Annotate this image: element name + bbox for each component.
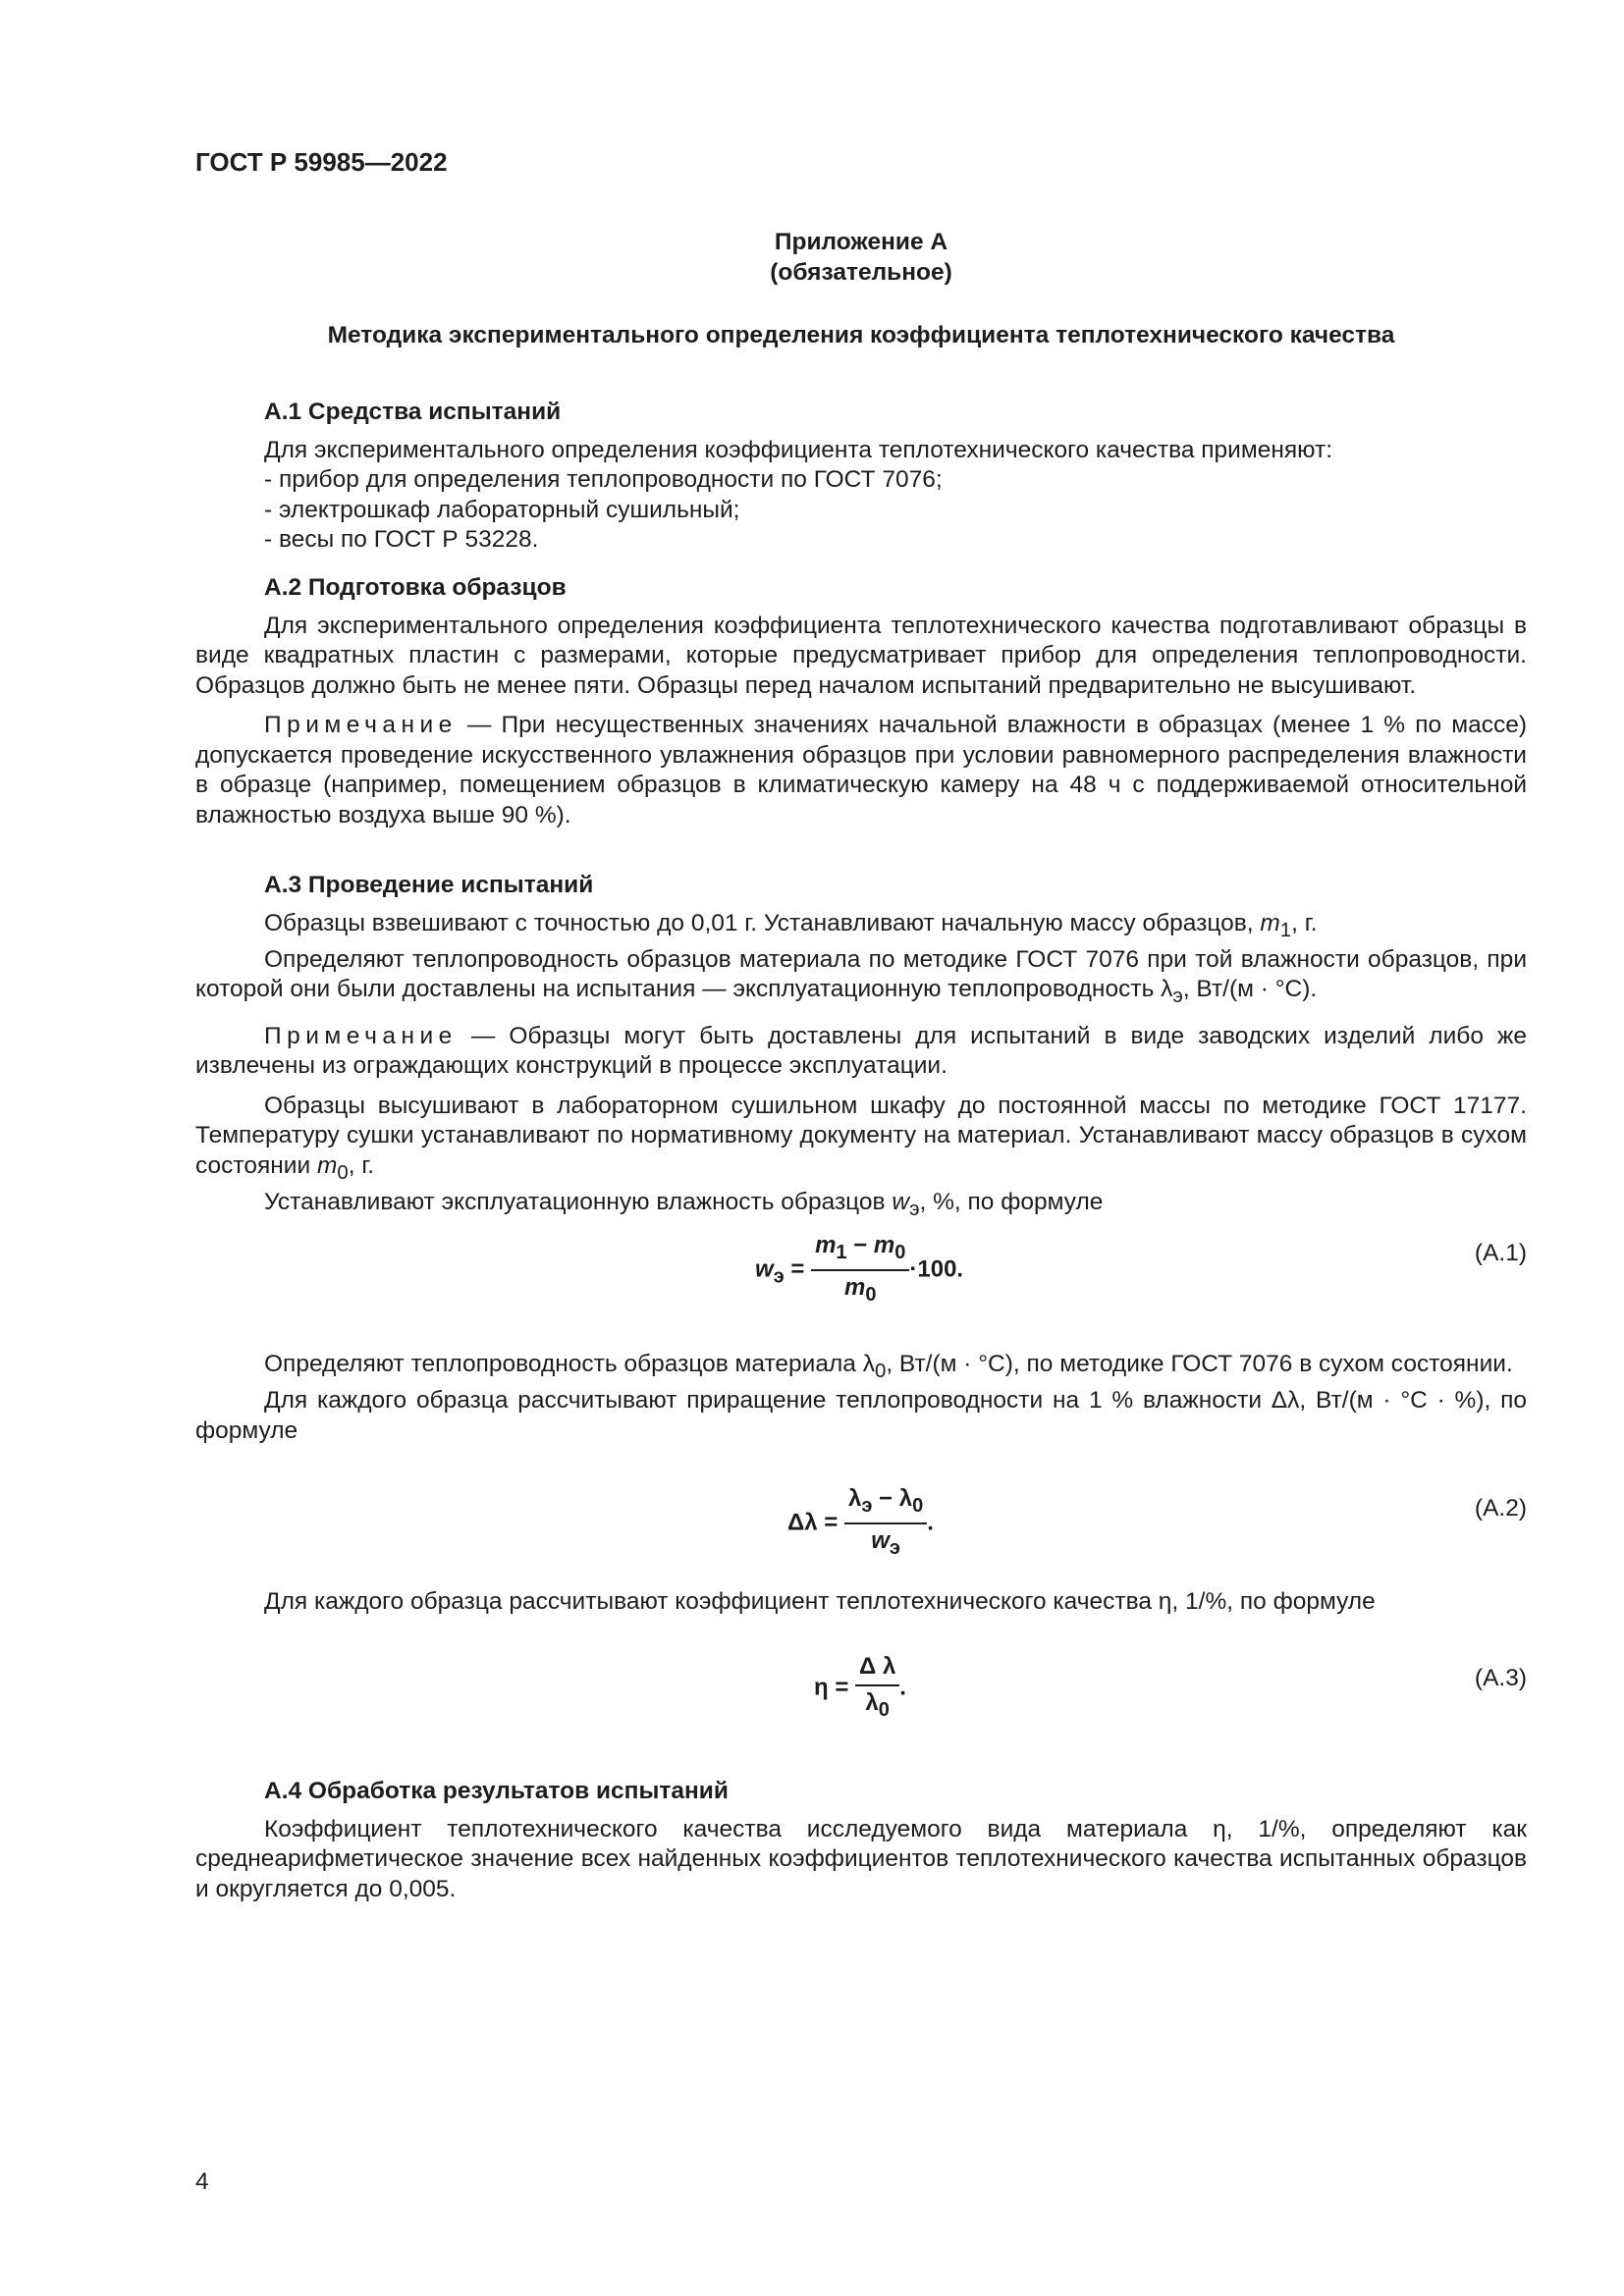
section-a3-note [195,1022,1527,1082]
document-title: Методика экспериментального определения коэффициента теплотехнического качества [327,322,1395,348]
document-header: ГОСТ Р 59985—2022 [195,147,448,177]
section-a1-intro: Для экспериментального определения коэффициента теплотехнического качества применяют: [264,436,1333,463]
section-a2 [195,573,1527,830]
formula-a3: η = $\frac{\text{Δ λ}}{\lambda_0}$ . [814,1653,906,1721]
formula-a1: $w_э$ = $\frac{m_1 - m_0}{m_0}$ ·100. [755,1232,964,1307]
section-a3-cont [195,1350,1527,1446]
section-a3 [195,871,1527,1225]
list-item: - весы по ГОСТ Р 53228. [264,526,539,553]
appendix-status: (обязательное) [770,259,952,286]
note-text: — При несущественных значениях начальной влажности в образцах (менее 1 % по массе) допускается проведение искусственного увлажнения образцов при условии равномерного распределения влажности в образце (например, помещением образцов в климатическую камеру на 48 ч с поддерживаемой относительной влажностью воздуха выше 90 %). [195,712,1527,828]
section-a3-p2: Определяют теплопроводность образцов материала по методике ГОСТ 7076 при той влажности образцов, при которой они были доставлены на испытания — эксплуатационную теплопроводность $\lambda_э$, Вт/(м · °С). [195,945,1527,1008]
formula-a2-number: (А.2) [1474,1495,1527,1522]
section-a2-heading: А.2 Подготовка образцов [264,574,567,601]
section-a1 [195,398,1527,556]
appendix-title: Приложение А [774,229,948,255]
formula-a2: Δλ = $\frac{\lambda_э - \lambda_0}{w_э}$ . [787,1485,934,1560]
section-a3-p3: Образцы высушивают в лабораторном сушильном шкафу до постоянной массы по методике ГОСТ 17177. Температуру сушки устанавливают по нормативному документу на материал. Устанавливают массу образцов в сухом состоянии $m_0$, г. [195,1092,1527,1184]
section-a3-p6: Для каждого образца рассчитывают приращение теплопроводности на 1 % влажности Δλ, Вт/(м · °С · %), по формуле [195,1387,1527,1444]
list-item: - электрошкаф лабораторный сушильный; [264,496,740,523]
section-a3-p7: Для каждого образца рассчитывают коэффициент теплотехнического качества η, 1/%, по формуле [264,1588,1376,1615]
section-a3-p4: Устанавливают эксплуатационную влажность образцов $w_э$, %, по формуле [264,1189,1104,1221]
formula-a3-number: (А.3) [1474,1665,1527,1691]
section-a3-p7-wrap [195,1587,1527,1618]
formula-a1-number: (А.1) [1474,1240,1527,1266]
section-a4-paragraph: Коэффициент теплотехнического качества исследуемого вида материала η, 1/%, определяют как среднеарифметическое значение всех найденных коэффициентов теплотехнического качества испытанных образцов и округляется до 0,005. [195,1815,1527,1902]
section-a1-heading: А.1 Средства испытаний [264,399,562,425]
note-text: — Образцы могут быть доставлены для испытаний в виде заводских изделий либо же извлечены из ограждающих конструкций в процессе эксплуатации. [195,1022,1527,1080]
section-a2-paragraph: Для экспериментального определения коэффициента теплотехнического качества подготавливают образцы в виде квадратных пластин с размерами, которые предусматривает прибор для определения теплопроводности. Образцов должно быть не менее пяти. Образцы перед началом испытаний предварительно не высушивают. [195,612,1527,699]
section-a2-note [195,711,1527,830]
section-a3-heading: А.3 Проведение испытаний [264,872,594,898]
note-label: Примечание [264,712,458,738]
list-item: - прибор для определения теплопроводности по ГОСТ 7076; [264,466,943,493]
formula-a1-row [195,1232,1527,1327]
note-label: Примечание [264,1022,458,1049]
section-a4 [195,1777,1527,1904]
page-number: 4 [195,2168,209,2195]
formula-a3-row [195,1653,1527,1752]
section-a3-p1: Образцы взвешивают с точностью до 0,01 г. Устанавливают начальную массу образцов, $m_1$, г. [264,909,1318,941]
section-a4-heading: А.4 Обработка результатов испытаний [264,1778,729,1804]
section-a3-p5: Определяют теплопроводность образцов материала $\lambda_0$, Вт/(м · °С), по методике ГОСТ 7076 в сухом состоянии. [264,1351,1513,1382]
formula-a2-row [195,1485,1527,1582]
